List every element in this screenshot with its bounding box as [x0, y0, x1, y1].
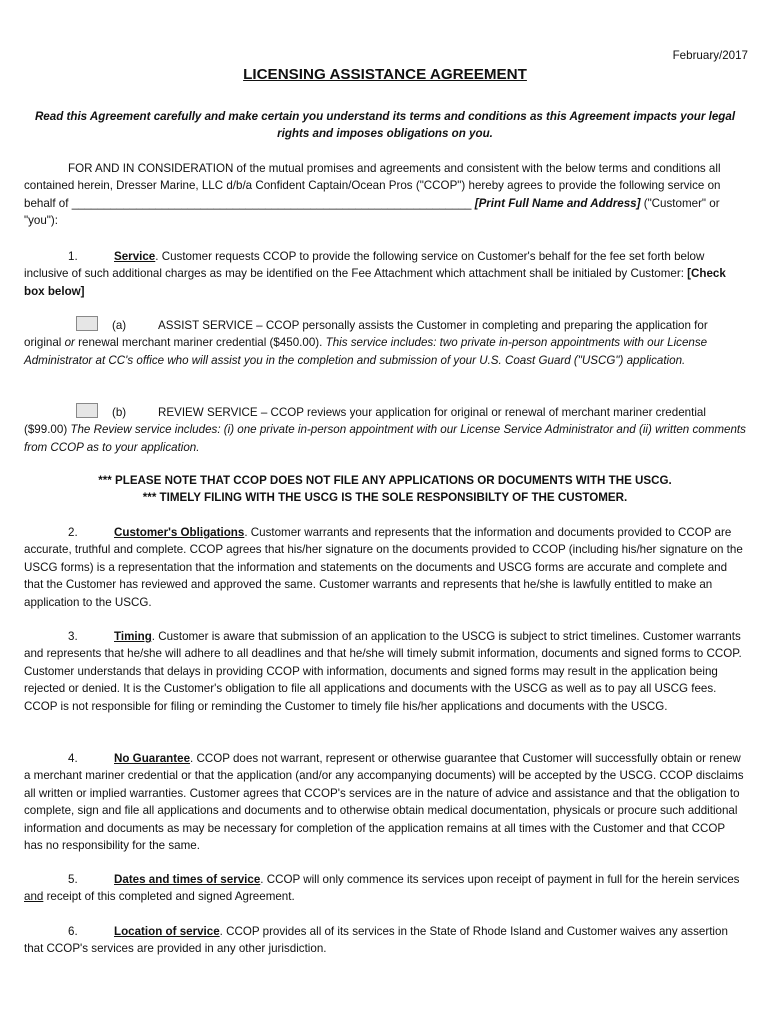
option-review-service [24, 403, 746, 456]
section-text: . Customer requests CCOP to provide the following service on Customer's behalf for the fee set forth below inclusive of such additional charges as may be identified on the Fee Attachment which attachment shall be initialed by Customer: [24, 250, 705, 281]
section-no-guarantee [24, 750, 746, 854]
filing-notice-1: *** PLEASE NOTE THAT CCOP DOES NOT FILE ANY APPLICATIONS OR DOCUMENTS WITH THE USCG. [98, 474, 672, 487]
option-description: This service includes: two private in-person appointments with our License Administrator at CC's office who will assist you in the completion and submission of your U.S. Coast Guard ("USCG") application. [24, 336, 708, 367]
section-heading: Customer's Obligations [114, 526, 245, 539]
section-text: . CCOP provides all of its services in the State of Rhode Island and Customer waives any assertion that CCOP's services are provided in any other jurisdiction. [24, 925, 728, 956]
review-service-checkbox[interactable] [76, 403, 98, 418]
section-heading: No Guarantee [114, 752, 191, 765]
section-text: . CCOP will only commence its services upon receipt of payment in full for the herein services [260, 873, 740, 886]
check-box-hint: [Check box below] [24, 267, 726, 298]
section-tail: receipt of this completed and signed Agreement. [43, 890, 295, 904]
option-text: REVIEW SERVICE – CCOP reviews your application for original or renewal of merchant mariner credential ($99.00) [24, 406, 706, 437]
section-number: 6. [68, 925, 78, 938]
section-service [24, 248, 746, 300]
section-text: . Customer warrants and represents that the information and documents provided to CCOP are accurate, truthful and complete. CCOP agrees that his/her signature on the documents provided to CCOP (including his/her signature on the USCG forms) is a representation that the information and statements on the documents and USCG forms are accurate and complete and that the Customer has reviewed and approved the same. Customer warrants and represents that he/she is lawfully entitled to make an application to the USCG. [24, 526, 743, 609]
section-heading: Dates and times of service [114, 873, 261, 886]
document-date: February/2017 [672, 49, 748, 62]
option-text: ASSIST SERVICE – CCOP personally assists the Customer in completing and preparing the application for original [24, 319, 708, 350]
section-number: 4. [68, 752, 78, 765]
filing-notice-2: *** TIMELY FILING WITH THE USCG IS THE SOLE RESPONSIBILTY OF THE CUSTOMER. [142, 491, 628, 504]
intro-paragraph [24, 160, 746, 230]
section-and: and [24, 890, 44, 904]
assist-service-checkbox[interactable] [76, 316, 98, 331]
option-label: (b) [112, 406, 127, 419]
option-or: or [64, 336, 75, 350]
option-description: The Review service includes: (i) one private in-person appointment with our License Service Administrator and (ii) written comments from CCOP as to your application. [24, 423, 746, 454]
section-heading: Service [114, 250, 156, 263]
section-number: 2. [68, 526, 78, 539]
section-dates-times [24, 871, 746, 906]
print-name-hint: [Print Full Name and Address] [474, 196, 641, 210]
intro-tail: ("Customer" or "you"): [24, 196, 720, 228]
section-heading: Location of service [114, 925, 220, 938]
section-number: 3. [68, 630, 78, 643]
section-location [24, 923, 746, 958]
read-notice: Read this Agreement carefully and make certain you understand its terms and conditions as this Agreement impacts your legal rights and imposes obligations on you. [34, 110, 736, 141]
section-number: 1. [68, 250, 78, 263]
section-timing [24, 628, 746, 715]
intro-text: FOR AND IN CONSIDERATION of the mutual promises and agreements and consistent with the below terms and conditions all contained herein, Dresser Marine, LLC d/b/a Confident Captain/Ocean Pros ("CCOP") hereby agrees to provide the following service on behalf of ______________________________________________________________ [24, 162, 721, 210]
option-text-2: renewal merchant mariner credential ($450.00). [74, 336, 326, 350]
section-text: . Customer is aware that submission of an application to the USCG is subject to strict timelines. Customer warrants and represents that he/she will adhere to all deadlines and that he/she will timely submit information, documents and signed forms to CCOP. Customer understands that delays in providing CCOP with information, documents and signed forms may result in the application being rejected or denied. It is the Customer's obligation to file all applications and documents with the USCG as well as to pay all USCG fees. CCOP is not responsible for filing or reminding the Customer to timely file his/her applications and documents with the USCG. [24, 630, 742, 713]
section-number: 5. [68, 873, 78, 886]
document-title: LICENSING ASSISTANCE AGREEMENT [243, 66, 527, 83]
option-assist-service [24, 316, 746, 369]
option-label: (a) [112, 319, 127, 332]
section-heading: Timing [114, 630, 152, 643]
section-customer-obligations [24, 524, 746, 611]
section-text: . CCOP does not warrant, represent or otherwise guarantee that Customer will successfully obtain or renew a merchant mariner credential or that the application (and/or any accompanying documents) will be accepted by the USCG. CCOP disclaims all written or implied warranties. Customer agrees that CCOP's services are in the nature of advice and assistance and that the obligation to complete, sign and file all applications and documents and to otherwise obtain medical documentation, physicals or procure such additional information and documents as may be necessary for completion of the application remains at all times with the Customer and that CCOP has no responsibility for the same. [24, 752, 744, 853]
